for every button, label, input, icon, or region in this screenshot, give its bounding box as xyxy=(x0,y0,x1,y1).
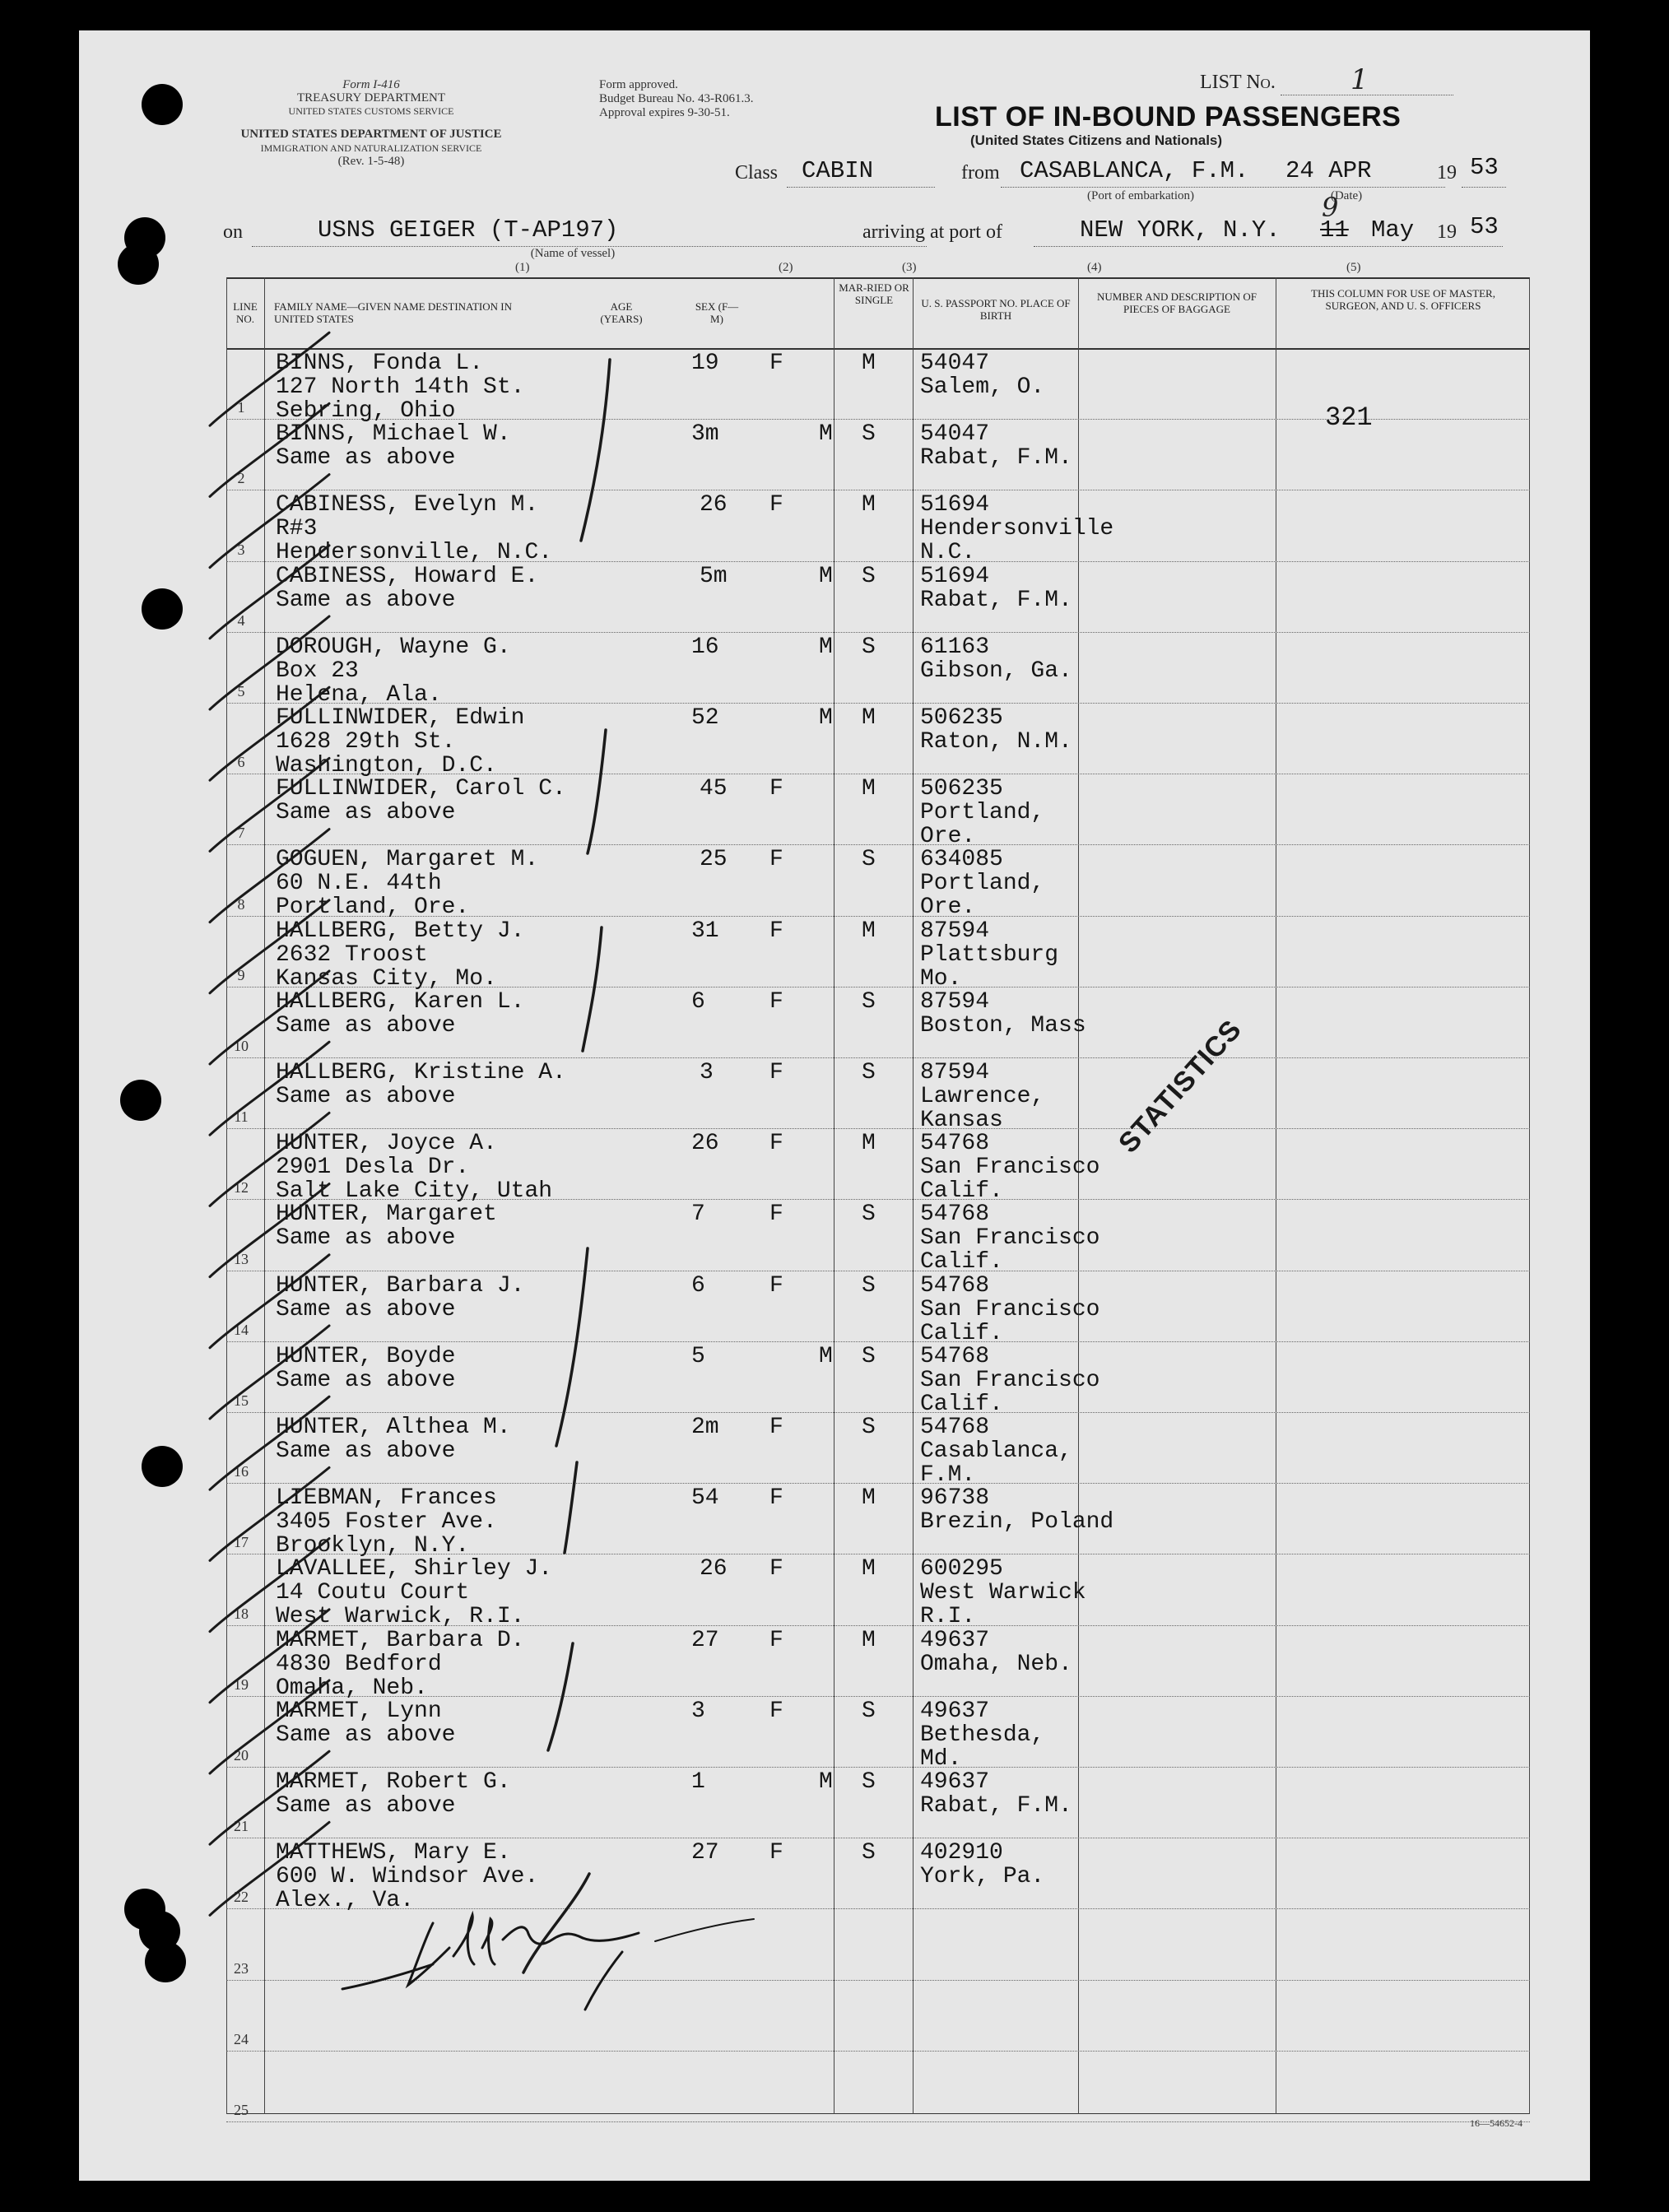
header-passport: U. S. PASSPORT NO. PLACE OF BIRTH xyxy=(921,297,1071,322)
passenger-address: 600 W. Windsor Ave. xyxy=(276,1864,539,1890)
passenger-age: 5 xyxy=(691,1343,705,1369)
passenger-sex: M xyxy=(819,421,833,448)
treasury-dept: TREASURY DEPARTMENT xyxy=(296,91,446,105)
passenger-name: LAVALLEE, Shirley J. xyxy=(276,1556,553,1582)
passenger-name: HALLBERG, Karen L. xyxy=(276,988,525,1015)
passenger-sex: F xyxy=(769,1201,783,1228)
passport-number: 634085 xyxy=(920,847,1003,873)
passport-number: 61163 xyxy=(920,634,990,660)
birth-place: Omaha, Neb. xyxy=(920,1651,1072,1677)
birth-place: Bethesda, xyxy=(920,1722,1045,1748)
handwritten-checkmarks xyxy=(79,30,1590,2181)
passenger-sex: F xyxy=(769,492,783,518)
birth-place: Raton, N.M. xyxy=(920,729,1072,755)
col-num-5: (5) xyxy=(1346,261,1361,274)
passenger-marital: S xyxy=(862,1343,876,1369)
passenger-destination: West Warwick, R.I. xyxy=(276,1604,525,1630)
passenger-marital: M xyxy=(862,918,876,944)
passenger-name: DOROUGH, Wayne G. xyxy=(276,634,511,660)
row-number: 15 xyxy=(234,1392,249,1409)
passenger-address: Same as above xyxy=(276,1012,456,1039)
check-mark xyxy=(210,1255,329,1348)
row-number: 3 xyxy=(237,541,245,558)
birth-place-cont: F.M. xyxy=(920,1462,976,1488)
passenger-name: CABINESS, Howard E. xyxy=(276,563,539,589)
row-number: 7 xyxy=(237,825,245,842)
passenger-sex: M xyxy=(819,634,833,660)
passport-number: 87594 xyxy=(920,918,990,944)
birth-place-cont: Calif. xyxy=(920,1320,1003,1346)
from-port: CASABLANCA, F.M. xyxy=(1020,157,1249,184)
passport-number: 54047 xyxy=(920,421,990,448)
check-mark xyxy=(210,1326,329,1419)
passenger-name: FULLINWIDER, Carol C. xyxy=(276,776,566,802)
check-mark xyxy=(210,830,329,922)
passenger-marital: S xyxy=(862,1840,876,1866)
passport-number: 600295 xyxy=(920,1556,1003,1582)
passenger-marital: S xyxy=(862,563,876,589)
passenger-address: Same as above xyxy=(276,1722,456,1748)
birth-place: Portland, xyxy=(920,800,1045,826)
passenger-destination: Kansas City, Mo. xyxy=(276,965,497,992)
row-number: 25 xyxy=(234,2102,249,2118)
passenger-marital: S xyxy=(862,634,876,660)
passport-number: 96738 xyxy=(920,1485,990,1512)
birth-place: Hendersonville xyxy=(920,516,1114,542)
birth-place: Portland, xyxy=(920,871,1045,897)
passport-number: 506235 xyxy=(920,776,1003,802)
passenger-age: 19 xyxy=(691,351,719,376)
arriving-label: arriving at port of xyxy=(862,221,1002,243)
passport-number: 49637 xyxy=(920,1769,990,1795)
row-number: 20 xyxy=(234,1747,249,1764)
check-mark xyxy=(210,900,329,993)
passenger-name: HUNTER, Joyce A. xyxy=(276,1131,497,1157)
passenger-age: 3 xyxy=(700,1060,714,1085)
passport-number: 54768 xyxy=(920,1272,990,1299)
passenger-name: BINNS, Michael W. xyxy=(276,421,511,448)
passenger-sex: F xyxy=(769,988,783,1015)
passenger-age: 27 xyxy=(691,1840,719,1866)
passenger-address: 2901 Desla Dr. xyxy=(276,1155,470,1181)
header-sex: SEX (F—M) xyxy=(695,300,739,325)
passenger-address: Same as above xyxy=(276,1296,456,1322)
passport-number: 49637 xyxy=(920,1698,990,1724)
birth-place: Plattsburg xyxy=(920,941,1059,968)
passenger-sex: F xyxy=(769,1698,783,1724)
passenger-address: Same as above xyxy=(276,800,456,826)
birth-place: San Francisco xyxy=(920,1367,1100,1393)
birth-place: West Warwick xyxy=(920,1580,1086,1606)
passport-number: 54768 xyxy=(920,1415,990,1440)
passenger-age: 2m xyxy=(691,1415,719,1440)
passenger-address: 1628 29th St. xyxy=(276,729,456,755)
from-year: 53 xyxy=(1470,154,1499,181)
passport-number: 54768 xyxy=(920,1343,990,1369)
from-date: 24 APR xyxy=(1285,157,1372,184)
passport-number: 54047 xyxy=(920,351,990,376)
passenger-destination: Brooklyn, N.Y. xyxy=(276,1533,470,1559)
passenger-name: MARMET, Lynn xyxy=(276,1698,442,1724)
passenger-sex: M xyxy=(819,563,833,589)
check-mark xyxy=(210,332,329,425)
header-married: MAR-RIED OR SINGLE xyxy=(839,281,909,306)
header-name: FAMILY NAME—GIVEN NAME DESTINATION IN UNITED STATES xyxy=(274,300,513,325)
passport-number: 49637 xyxy=(920,1627,990,1653)
row-number: 13 xyxy=(234,1250,249,1267)
arrival-year-prefix: 19 xyxy=(1437,221,1457,243)
passenger-sex: F xyxy=(769,1131,783,1157)
passenger-sex: F xyxy=(769,1485,783,1512)
passenger-marital: M xyxy=(862,351,876,376)
passenger-destination: Washington, D.C. xyxy=(276,753,497,778)
birth-place-cont: Md. xyxy=(920,1745,962,1772)
passenger-age: 52 xyxy=(691,705,719,731)
page-title: LIST OF IN-BOUND PASSENGERS xyxy=(935,101,1402,132)
passport-number: 54768 xyxy=(920,1131,990,1157)
approval-line-3: Approval expires 9-30-51. xyxy=(599,106,730,119)
passenger-sex: F xyxy=(769,1060,783,1085)
passenger-address: Same as above xyxy=(276,1225,456,1252)
check-mark xyxy=(210,475,329,568)
col-num-4: (4) xyxy=(1087,261,1102,274)
port-caption: (Port of embarkation) xyxy=(1087,189,1194,202)
birth-place-cont: Mo. xyxy=(920,965,962,992)
passenger-marital: M xyxy=(862,776,876,802)
row-number: 24 xyxy=(234,2030,249,2047)
check-mark xyxy=(210,1539,329,1632)
passenger-sex: F xyxy=(769,1627,783,1653)
birth-place-cont: Calif. xyxy=(920,1391,1003,1417)
birth-place: York, Pa. xyxy=(920,1864,1045,1890)
revision: (Rev. 1-5-48) xyxy=(337,155,405,168)
passenger-age: 26 xyxy=(700,492,728,518)
passenger-name: HUNTER, Althea M. xyxy=(276,1415,511,1440)
row-number: 12 xyxy=(234,1179,249,1197)
passenger-name: MARMET, Robert G. xyxy=(276,1769,511,1795)
row-number: 23 xyxy=(234,1959,249,1977)
birth-place: San Francisco xyxy=(920,1225,1100,1252)
header-baggage: NUMBER AND DESCRIPTION OF PIECES OF BAGGAGE xyxy=(1097,290,1257,315)
header-officers: THIS COLUMN FOR USE OF MASTER, SURGEON, AND U. S. OFFICERS xyxy=(1311,287,1495,312)
birth-place-cont: N.C. xyxy=(920,540,976,566)
passenger-marital: S xyxy=(862,988,876,1015)
passenger-age: 6 xyxy=(691,1272,705,1299)
passenger-marital: M xyxy=(862,492,876,518)
passenger-marital: S xyxy=(862,847,876,873)
arrival-month: May xyxy=(1371,216,1415,244)
row-number: 17 xyxy=(234,1534,249,1551)
from-label: from xyxy=(961,162,1000,184)
row-number: 14 xyxy=(234,1321,249,1338)
header-line-no: LINE NO. xyxy=(233,300,258,325)
birth-place: Casablanca, xyxy=(920,1438,1072,1464)
passenger-name: MATTHEWS, Mary E. xyxy=(276,1840,511,1866)
passport-number: 87594 xyxy=(920,988,990,1015)
from-year-prefix: 19 xyxy=(1437,162,1457,184)
list-no-value: 1 xyxy=(1351,63,1369,96)
customs-service: UNITED STATES CUSTOMS SERVICE xyxy=(288,105,454,117)
passenger-name: GOGUEN, Margaret M. xyxy=(276,847,539,873)
passenger-address: 14 Coutu Court xyxy=(276,1580,470,1606)
passport-number: 402910 xyxy=(920,1840,1003,1866)
arrival-port: NEW YORK, N.Y. xyxy=(1080,216,1281,244)
passenger-sex: F xyxy=(769,918,783,944)
passenger-age: 25 xyxy=(700,847,728,873)
check-mark xyxy=(210,1467,329,1560)
birth-place: Boston, Mass xyxy=(920,1012,1086,1039)
row-number: 18 xyxy=(234,1605,249,1622)
passenger-name: MARMET, Barbara D. xyxy=(276,1627,525,1653)
passenger-destination: Sebring, Ohio xyxy=(276,398,456,424)
passenger-name: HALLBERG, Kristine A. xyxy=(276,1060,566,1085)
passenger-address: 3405 Foster Ave. xyxy=(276,1509,497,1536)
col-num-2: (2) xyxy=(779,261,793,274)
passport-number: 51694 xyxy=(920,492,990,518)
list-no-label: LIST No. xyxy=(1200,72,1276,93)
passenger-destination: Omaha, Neb. xyxy=(276,1675,428,1701)
passport-number: 54768 xyxy=(920,1201,990,1228)
passenger-marital: S xyxy=(862,421,876,448)
passenger-age: 31 xyxy=(691,918,719,944)
statistics-stamp: STATISTICS xyxy=(1113,1013,1248,1159)
row-number: 8 xyxy=(237,895,245,913)
col-num-1: (1) xyxy=(515,261,530,274)
row-number: 19 xyxy=(234,1675,249,1693)
passenger-address: Same as above xyxy=(276,1367,456,1393)
row-number: 10 xyxy=(234,1038,249,1054)
birth-place: Brezin, Poland xyxy=(920,1509,1114,1536)
passenger-name: HUNTER, Barbara J. xyxy=(276,1272,525,1299)
birth-place: Gibson, Ga. xyxy=(920,658,1072,684)
passenger-marital: M xyxy=(862,1485,876,1512)
check-mark xyxy=(210,546,329,639)
passenger-age: 26 xyxy=(700,1556,728,1582)
row-number: 6 xyxy=(237,754,245,771)
birth-place: Lawrence, xyxy=(920,1084,1045,1109)
passenger-marital: M xyxy=(862,705,876,731)
header-age: AGE (YEARS) xyxy=(600,300,643,325)
passenger-marital: M xyxy=(862,1627,876,1653)
approval-line-1: Form approved. xyxy=(599,78,678,91)
justice-dept: UNITED STATES DEPARTMENT OF JUSTICE xyxy=(240,128,502,141)
passenger-address: Same as above xyxy=(276,445,456,472)
row-number: 21 xyxy=(234,1818,249,1835)
row-number: 4 xyxy=(237,611,245,629)
check-mark xyxy=(210,1042,329,1135)
check-mark xyxy=(210,1751,329,1844)
officer-note: 321 xyxy=(1325,402,1373,433)
check-mark xyxy=(210,1113,329,1206)
passenger-address: Same as above xyxy=(276,587,456,613)
row-number: 16 xyxy=(234,1463,249,1480)
birth-place-cont: Calif. xyxy=(920,1249,1003,1276)
birth-place: Rabat, F.M. xyxy=(920,1793,1072,1819)
passenger-name: CABINESS, Evelyn M. xyxy=(276,492,539,518)
passenger-address: 60 N.E. 44th xyxy=(276,871,442,897)
arrival-year: 53 xyxy=(1470,213,1499,240)
passenger-name: BINNS, Fonda L. xyxy=(276,351,484,376)
check-mark xyxy=(210,403,329,496)
passenger-sex: F xyxy=(769,351,783,376)
birth-place: San Francisco xyxy=(920,1296,1100,1322)
birth-place: Rabat, F.M. xyxy=(920,587,1072,613)
passenger-address: 4830 Bedford xyxy=(276,1651,442,1677)
birth-place-cont: Ore. xyxy=(920,824,976,850)
passenger-address: R#3 xyxy=(276,516,318,542)
date-caption: (Date) xyxy=(1330,189,1363,202)
passenger-marital: S xyxy=(862,1769,876,1795)
passport-number: 87594 xyxy=(920,1060,990,1085)
passenger-age: 54 xyxy=(691,1485,719,1512)
passenger-sex: F xyxy=(769,1556,783,1582)
passenger-age: 5m xyxy=(700,563,728,589)
passenger-marital: M xyxy=(862,1131,876,1157)
passenger-address: 2632 Troost xyxy=(276,941,428,968)
check-mark xyxy=(210,971,329,1064)
passenger-destination: Alex., Va. xyxy=(276,1888,415,1914)
arrival-day-handwritten: 9 xyxy=(1322,192,1339,223)
arrival-day-struck: 11 xyxy=(1320,216,1349,244)
signature xyxy=(342,1915,754,2010)
check-mark xyxy=(210,1680,329,1773)
passenger-destination: Salt Lake City, Utah xyxy=(276,1178,553,1205)
passenger-name: HUNTER, Margaret xyxy=(276,1201,497,1228)
passenger-address: 127 North 14th St. xyxy=(276,374,525,400)
approval-line-2: Budget Bureau No. 43-R061.3. xyxy=(599,92,754,105)
birth-place: San Francisco xyxy=(920,1155,1100,1181)
passenger-address: Same as above xyxy=(276,1084,456,1109)
ins-service: IMMIGRATION AND NATURALIZATION SERVICE xyxy=(260,142,482,154)
passenger-name: HALLBERG, Betty J. xyxy=(276,918,525,944)
passenger-sex: F xyxy=(769,1415,783,1440)
passenger-marital: S xyxy=(862,1201,876,1228)
vessel-name: USNS GEIGER (T-AP197) xyxy=(318,216,619,244)
passenger-sex: F xyxy=(769,847,783,873)
passenger-age: 16 xyxy=(691,634,719,660)
col-num-3: (3) xyxy=(902,261,917,274)
passenger-age: 3m xyxy=(691,421,719,448)
birth-place: Rabat, F.M. xyxy=(920,445,1072,472)
birth-place-cont: Ore. xyxy=(920,895,976,921)
passenger-destination: Portland, Ore. xyxy=(276,895,470,921)
page-subtitle: (United States Citizens and Nationals) xyxy=(970,132,1223,148)
class-label: Class xyxy=(735,162,779,184)
passenger-address: Box 23 xyxy=(276,658,359,684)
passenger-age: 27 xyxy=(691,1627,719,1653)
vessel-caption: (Name of vessel) xyxy=(530,247,616,260)
birth-place: Salem, O. xyxy=(920,374,1045,400)
passenger-age: 6 xyxy=(691,988,705,1015)
check-mark xyxy=(210,616,329,709)
passenger-marital: S xyxy=(862,1060,876,1085)
passenger-sex: M xyxy=(819,705,833,731)
passport-number: 506235 xyxy=(920,705,1003,731)
birth-place-cont: Calif. xyxy=(920,1178,1003,1205)
row-number: 22 xyxy=(234,1889,249,1906)
passenger-sex: M xyxy=(819,1769,833,1795)
passenger-address: Same as above xyxy=(276,1438,456,1464)
passenger-marital: S xyxy=(862,1698,876,1724)
row-number: 1 xyxy=(237,399,245,416)
check-mark xyxy=(210,1396,329,1489)
passenger-age: 3 xyxy=(691,1698,705,1724)
passenger-name: LIEBMAN, Frances xyxy=(276,1485,497,1512)
passenger-age: 45 xyxy=(700,776,728,802)
passenger-sex: M xyxy=(819,1343,833,1369)
row-number: 11 xyxy=(234,1108,249,1126)
passenger-marital: S xyxy=(862,1272,876,1299)
passenger-sex: F xyxy=(769,776,783,802)
passenger-destination: Helena, Ala. xyxy=(276,681,442,708)
row-number: 9 xyxy=(237,966,245,983)
passenger-marital: M xyxy=(862,1556,876,1582)
passenger-sex: F xyxy=(769,1272,783,1299)
row-number: 2 xyxy=(237,470,245,487)
check-mark xyxy=(210,1822,329,1915)
birth-place-cont: R.I. xyxy=(920,1604,976,1630)
passenger-marital: S xyxy=(862,1415,876,1440)
check-mark xyxy=(210,1610,329,1703)
passenger-age: 1 xyxy=(691,1769,705,1795)
passenger-age: 26 xyxy=(691,1131,719,1157)
check-mark xyxy=(210,687,329,780)
manifest-sheet xyxy=(79,30,1590,2181)
form-number: Form I-416 xyxy=(342,78,400,91)
check-mark xyxy=(210,758,329,851)
passenger-destination: Hendersonville, N.C. xyxy=(276,540,553,566)
passenger-name: FULLINWIDER, Edwin xyxy=(276,705,525,731)
passenger-name: HUNTER, Boyde xyxy=(276,1343,456,1369)
check-mark xyxy=(210,1184,329,1277)
class-value: CABIN xyxy=(802,157,874,184)
birth-place-cont: Kansas xyxy=(920,1108,1003,1133)
passenger-address: Same as above xyxy=(276,1793,456,1819)
row-number: 5 xyxy=(237,683,245,699)
on-label: on xyxy=(223,221,243,243)
passport-number: 51694 xyxy=(920,563,990,589)
footer-code: 16—54652-4 xyxy=(1470,2117,1523,2129)
passenger-sex: F xyxy=(769,1840,783,1866)
passenger-age: 7 xyxy=(691,1201,705,1228)
